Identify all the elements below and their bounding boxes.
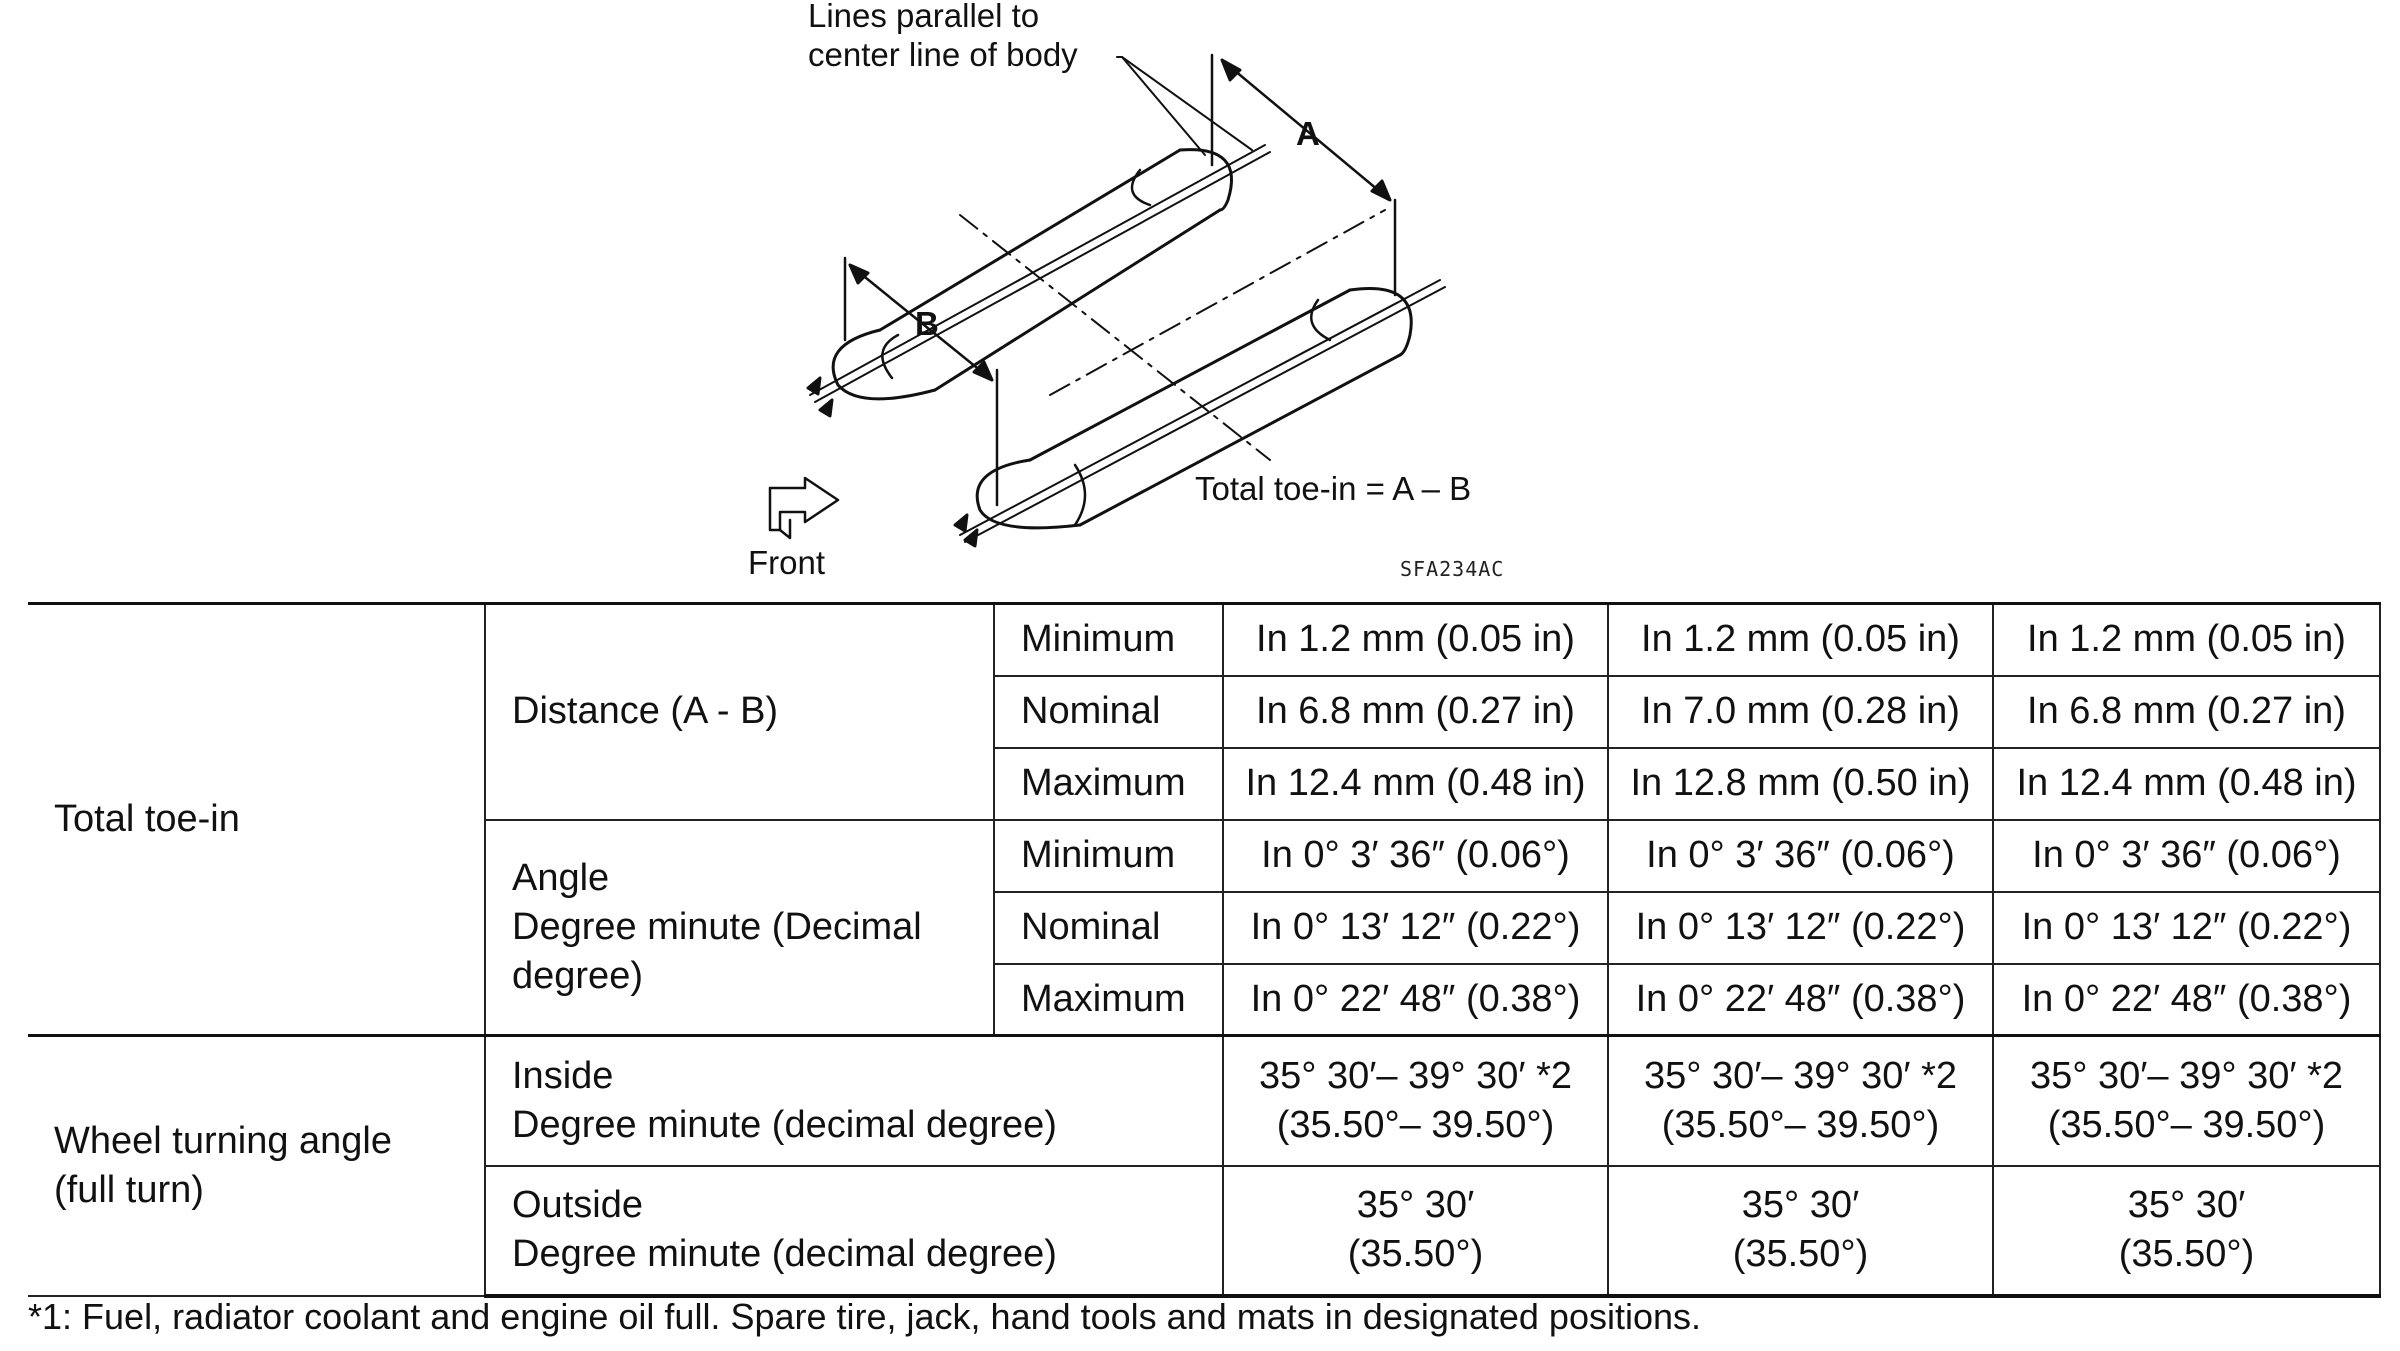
footnote: *1: Fuel, radiator coolant and engine oil full. Spare tire, jack, hand tools and mats in designated positions.: [28, 1296, 1702, 1337]
table-cell: In 1.2 mm (0.05 in): [1223, 604, 1608, 676]
table-cell: In 12.4 mm (0.48 in): [1993, 748, 2380, 820]
table-cell: In 0° 13′ 12″ (0.22°): [1223, 892, 1608, 964]
table-cell: In 0° 3′ 36″ (0.06°): [1993, 820, 2380, 892]
level-nominal: Nominal: [994, 892, 1223, 964]
alignment-spec-table: [28, 602, 2381, 1298]
table-cell: In 12.8 mm (0.50 in): [1608, 748, 1993, 820]
table-cell: In 0° 22′ 48″ (0.38°): [1223, 964, 1608, 1036]
table-cell: In 0° 22′ 48″ (0.38°): [1608, 964, 1993, 1036]
table-cell: In 1.2 mm (0.05 in): [1608, 604, 1993, 676]
toe-in-formula: Total toe-in = A – B: [1195, 470, 1472, 507]
table-cell: In 1.2 mm (0.05 in): [1993, 604, 2380, 676]
table-cell: In 6.8 mm (0.27 in): [1223, 676, 1608, 748]
wheel-turning-angle-label: Wheel turning angle (full turn): [28, 1036, 485, 1296]
outside-label: Outside Degree minute (decimal degree): [485, 1166, 1223, 1296]
table-cell: 35° 30′– 39° 30′ *2 (35.50°– 39.50°): [1608, 1036, 1993, 1166]
table-cell: 35° 30′ (35.50°): [1993, 1166, 2380, 1296]
table-cell: In 0° 13′ 12″ (0.22°): [1993, 892, 2380, 964]
level-maximum: Maximum: [994, 748, 1223, 820]
level-nominal: Nominal: [994, 676, 1223, 748]
total-toe-in-label: Total toe-in: [28, 604, 485, 1036]
table-cell: In 0° 3′ 36″ (0.06°): [1223, 820, 1608, 892]
callout-parallel-line-1: Lines parallel to: [808, 0, 1040, 34]
table-cell: In 0° 13′ 12″ (0.22°): [1608, 892, 1993, 964]
table-row: [28, 1036, 2380, 1166]
table-cell: In 6.8 mm (0.27 in): [1993, 676, 2380, 748]
level-minimum: Minimum: [994, 604, 1223, 676]
table-cell: 35° 30′– 39° 30′ *2 (35.50°– 39.50°): [1993, 1036, 2380, 1166]
table-cell: 35° 30′ (35.50°): [1608, 1166, 1993, 1296]
distance-label: Distance (A - B): [485, 604, 994, 820]
front-arrow-icon: [770, 478, 838, 538]
dimension-a-label: A: [1296, 115, 1320, 152]
dimension-b-label: B: [915, 305, 939, 342]
callout-parallel-line-2: center line of body: [808, 36, 1078, 73]
level-minimum: Minimum: [994, 820, 1223, 892]
table-cell: 35° 30′ (35.50°): [1223, 1166, 1608, 1296]
figure-code: SFA234AC: [1400, 557, 1505, 581]
table-cell: In 12.4 mm (0.48 in): [1223, 748, 1608, 820]
table-cell: In 0° 22′ 48″ (0.38°): [1993, 964, 2380, 1036]
front-wheel: [833, 150, 1231, 399]
angle-label: Angle Degree minute (Decimal degree): [485, 820, 994, 1036]
table-cell: In 0° 3′ 36″ (0.06°): [1608, 820, 1993, 892]
toe-in-diagram: [0, 0, 2400, 600]
level-maximum: Maximum: [994, 964, 1223, 1036]
front-label: Front: [748, 544, 826, 581]
table-cell: 35° 30′– 39° 30′ *2 (35.50°– 39.50°): [1223, 1036, 1608, 1166]
table-cell: In 7.0 mm (0.28 in): [1608, 676, 1993, 748]
inside-label: Inside Degree minute (decimal degree): [485, 1036, 1223, 1166]
table-row: [28, 604, 2380, 676]
